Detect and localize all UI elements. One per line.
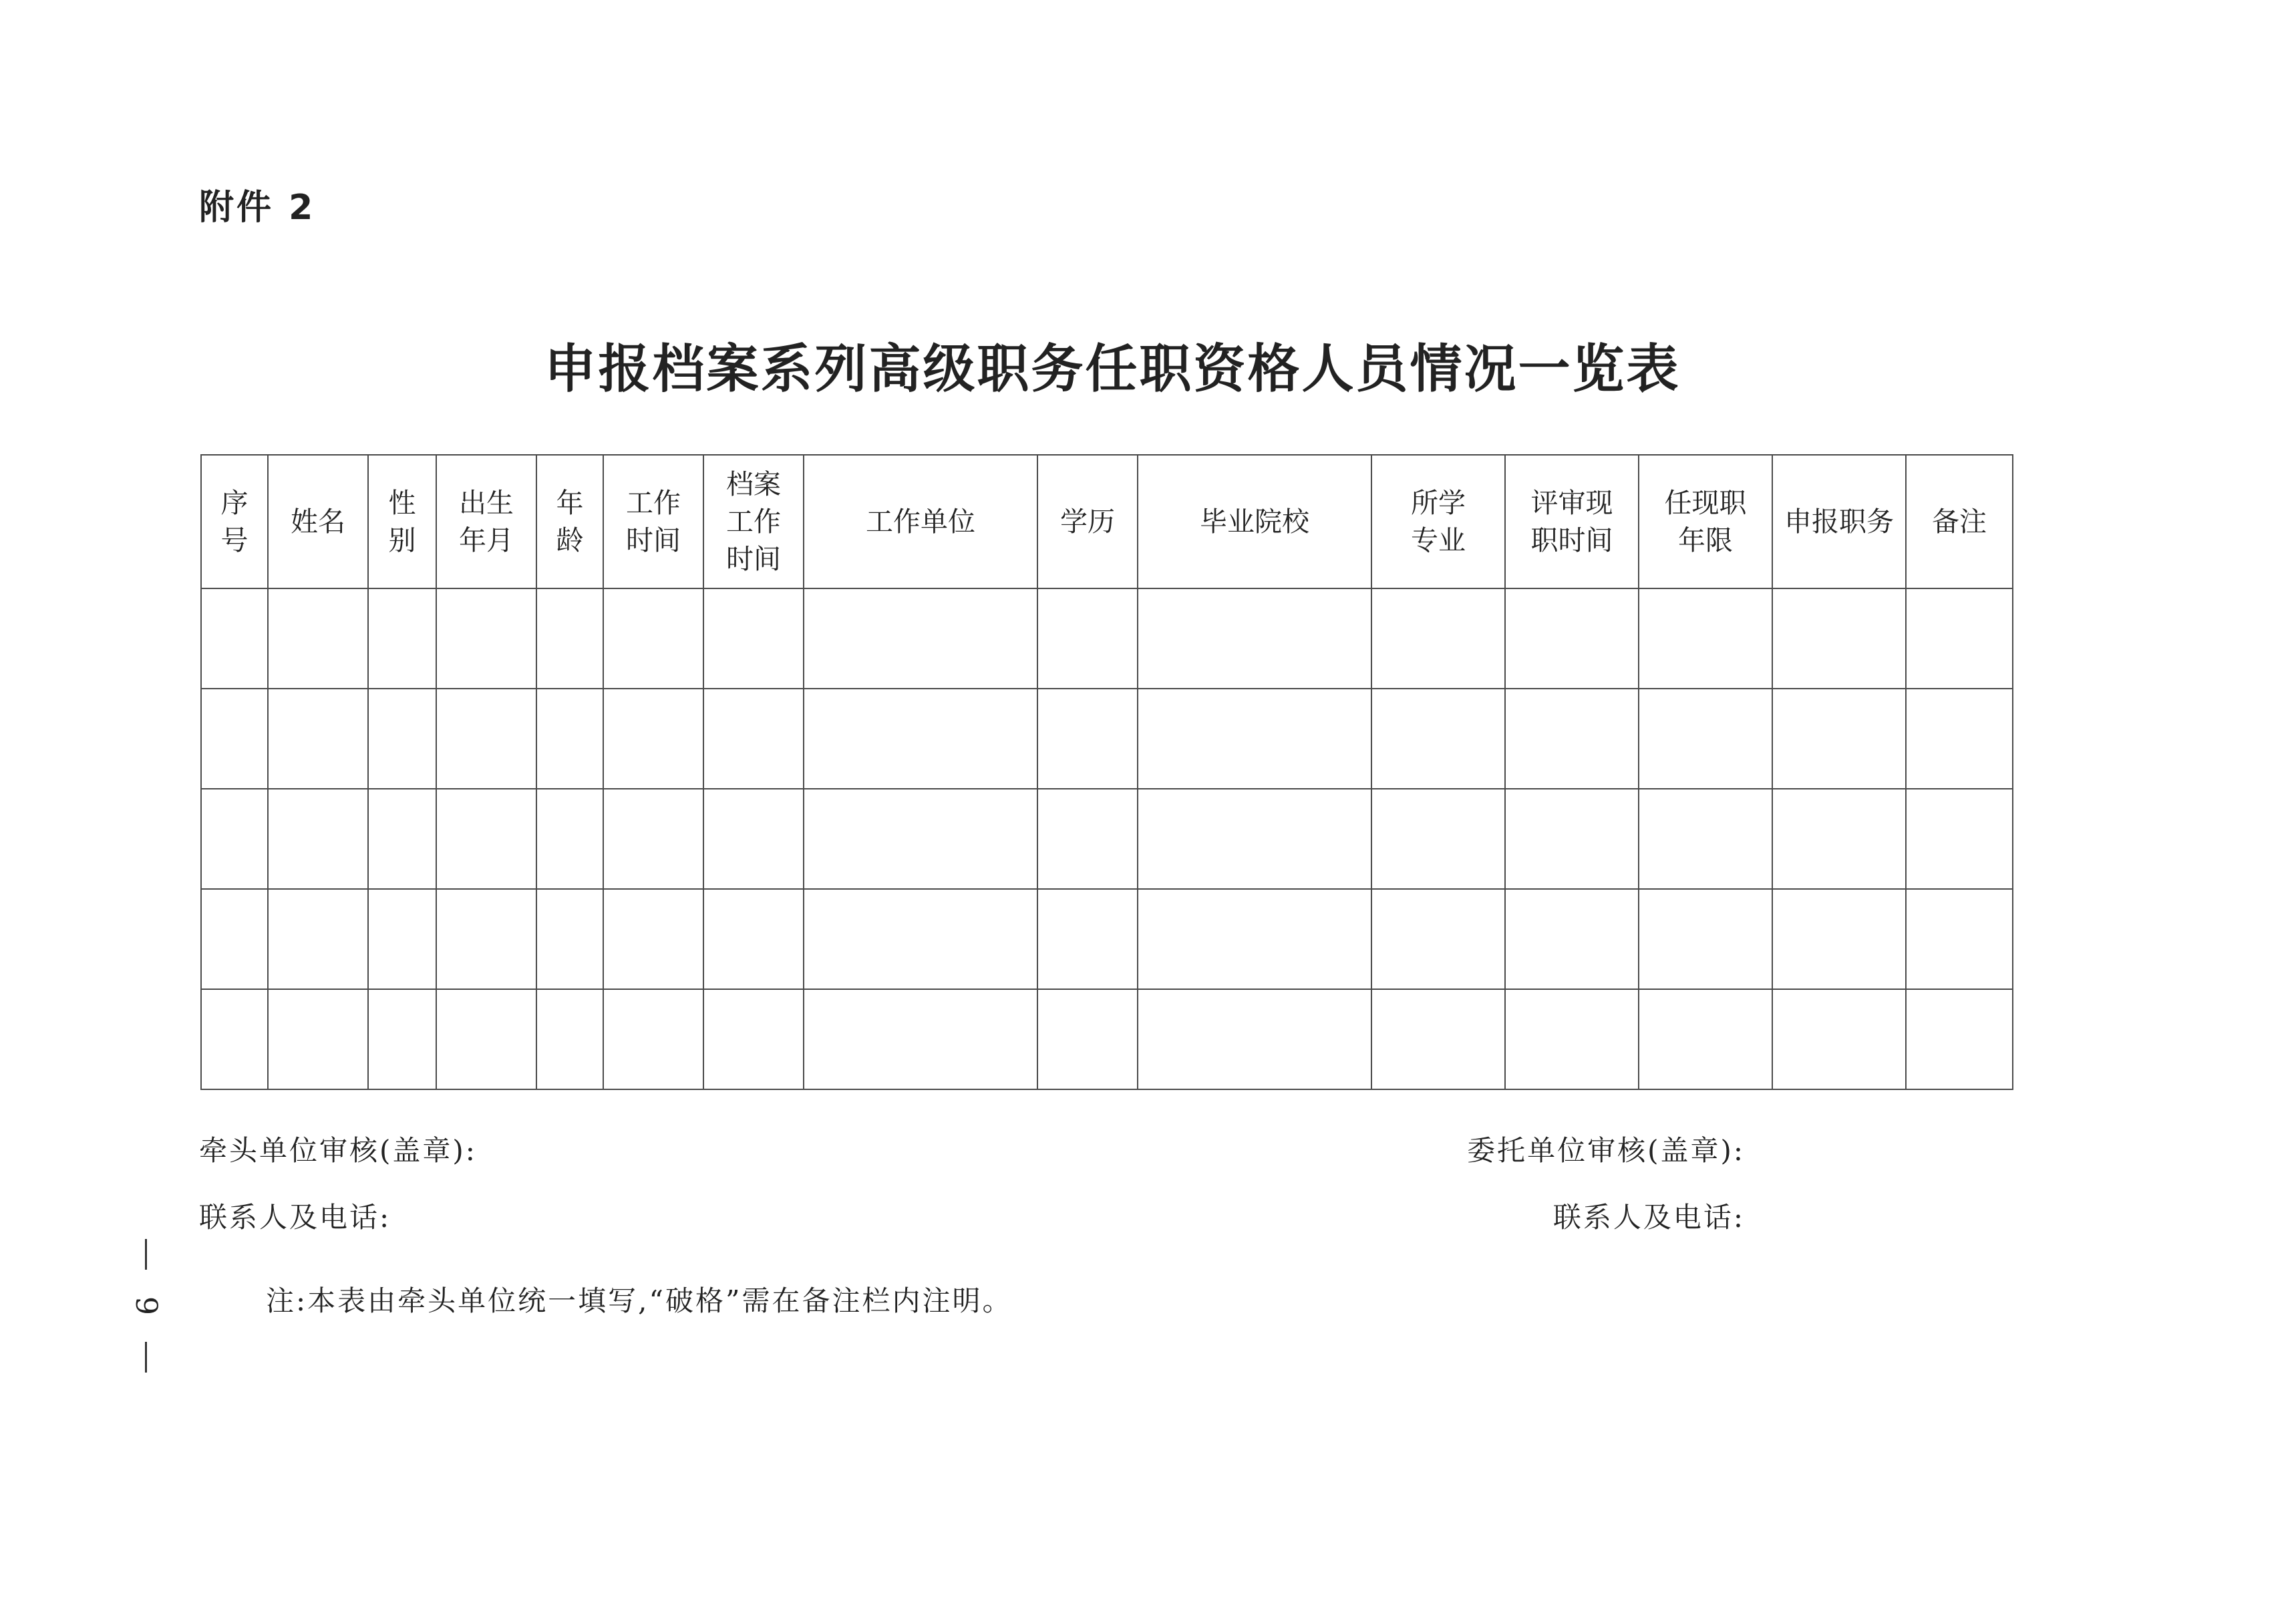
lead-unit-review-label: 牵头单位审核(盖章): (199, 1134, 477, 1167)
entrusting-unit-contact-label: 联系人及电话: (1552, 1201, 1745, 1234)
table-cell[interactable] (368, 889, 436, 989)
table-cell[interactable] (1639, 689, 1772, 789)
table-cell[interactable] (1906, 789, 2013, 889)
table-cell[interactable] (536, 588, 603, 689)
table-cell[interactable] (1371, 689, 1505, 789)
document-title: 申报档案系列高级职务任职资格人员情况一览表 (544, 339, 1681, 399)
table-cell[interactable] (1505, 789, 1639, 889)
header-archive-work-time: 档案 工作 时间 (703, 455, 804, 588)
table-cell[interactable] (703, 989, 804, 1089)
page-number-dash-top (145, 1239, 147, 1270)
header-remarks: 备注 (1906, 455, 2013, 588)
table-cell[interactable] (1138, 789, 1371, 889)
table-cell[interactable] (1639, 789, 1772, 889)
table-cell[interactable] (1037, 689, 1138, 789)
table-cell[interactable] (268, 889, 368, 989)
table-cell[interactable] (1772, 689, 1906, 789)
table-cell[interactable] (436, 789, 536, 889)
header-current-title-date: 评审现 职时间 (1505, 455, 1639, 588)
table-cell[interactable] (804, 789, 1037, 889)
table-cell[interactable] (603, 689, 703, 789)
table-cell[interactable] (1639, 889, 1772, 989)
table-cell[interactable] (603, 889, 703, 989)
table-cell[interactable] (436, 889, 536, 989)
table-cell[interactable] (201, 889, 268, 989)
entrusting-unit-review-label: 委托单位审核(盖章): (1467, 1134, 1745, 1167)
table-cell[interactable] (703, 588, 804, 689)
table-cell[interactable] (436, 989, 536, 1089)
table-cell[interactable] (1037, 588, 1138, 689)
table-cell[interactable] (1772, 889, 1906, 989)
header-gender: 性 别 (368, 455, 436, 588)
table-cell[interactable] (201, 588, 268, 689)
table-cell[interactable] (368, 789, 436, 889)
table-cell[interactable] (368, 989, 436, 1089)
table-cell[interactable] (268, 689, 368, 789)
table-cell[interactable] (1906, 588, 2013, 689)
table-cell[interactable] (1371, 889, 1505, 989)
table-cell[interactable] (703, 689, 804, 789)
footnote: 注:本表由牵头单位统一填写,“破格”需在备注栏内注明。 (266, 1284, 1013, 1317)
table-cell[interactable] (804, 989, 1037, 1089)
table-cell[interactable] (603, 789, 703, 889)
table-row (201, 889, 2013, 989)
table-cell[interactable] (1906, 889, 2013, 989)
table-cell[interactable] (436, 588, 536, 689)
table-cell[interactable] (1906, 689, 2013, 789)
table-cell[interactable] (1037, 789, 1138, 889)
table-cell[interactable] (536, 789, 603, 889)
table-cell[interactable] (536, 889, 603, 989)
table-cell[interactable] (1505, 588, 1639, 689)
table-header-row (201, 455, 2013, 588)
header-graduate-school: 毕业院校 (1138, 455, 1371, 588)
page-number-dash-bottom (145, 1342, 147, 1373)
table-cell[interactable] (268, 588, 368, 689)
table-cell[interactable] (1371, 588, 1505, 689)
table-cell[interactable] (368, 689, 436, 789)
header-age: 年 龄 (536, 455, 603, 588)
table-cell[interactable] (703, 789, 804, 889)
table-cell[interactable] (1037, 989, 1138, 1089)
table-cell[interactable] (1772, 789, 1906, 889)
header-education: 学历 (1037, 455, 1138, 588)
personnel-table (200, 454, 2013, 1090)
table-cell[interactable] (1371, 789, 1505, 889)
table-cell[interactable] (1505, 689, 1639, 789)
lead-unit-contact-label: 联系人及电话: (199, 1201, 391, 1234)
table-cell[interactable] (201, 789, 268, 889)
header-work-start: 工作 时间 (603, 455, 703, 588)
table-cell[interactable] (1906, 989, 2013, 1089)
table-cell[interactable] (1639, 989, 1772, 1089)
header-years-in-title: 任现职 年限 (1639, 455, 1772, 588)
table-cell[interactable] (804, 889, 1037, 989)
table-cell[interactable] (603, 588, 703, 689)
header-name: 姓名 (268, 455, 368, 588)
header-employer: 工作单位 (804, 455, 1037, 588)
table-cell[interactable] (268, 789, 368, 889)
table-cell[interactable] (804, 689, 1037, 789)
page-number (126, 1239, 166, 1373)
table-cell[interactable] (201, 989, 268, 1089)
attachment-label: 附件 2 (199, 188, 316, 228)
table-cell[interactable] (1138, 689, 1371, 789)
table-cell[interactable] (1772, 989, 1906, 1089)
table-cell[interactable] (1037, 889, 1138, 989)
page-number-value: 9 (129, 1296, 163, 1315)
table-cell[interactable] (536, 689, 603, 789)
table-cell[interactable] (1772, 588, 1906, 689)
table-row (201, 789, 2013, 889)
table-row (201, 689, 2013, 789)
table-cell[interactable] (1505, 889, 1639, 989)
table-row (201, 989, 2013, 1089)
table-cell[interactable] (268, 989, 368, 1089)
table-cell[interactable] (201, 689, 268, 789)
table-cell[interactable] (536, 989, 603, 1089)
table-cell[interactable] (1639, 588, 1772, 689)
header-major: 所学 专业 (1371, 455, 1505, 588)
header-birth-date: 出生 年月 (436, 455, 536, 588)
table-cell[interactable] (1138, 989, 1371, 1089)
table-cell[interactable] (368, 588, 436, 689)
table-row (201, 588, 2013, 689)
table-cell[interactable] (603, 989, 703, 1089)
table-cell[interactable] (1138, 588, 1371, 689)
table-cell[interactable] (436, 689, 536, 789)
header-serial-number: 序 号 (201, 455, 268, 588)
table-cell[interactable] (703, 889, 804, 989)
header-applied-title: 申报职务 (1772, 455, 1906, 588)
table-cell[interactable] (1138, 889, 1371, 989)
table-cell[interactable] (1371, 989, 1505, 1089)
table-cell[interactable] (804, 588, 1037, 689)
table-cell[interactable] (1505, 989, 1639, 1089)
